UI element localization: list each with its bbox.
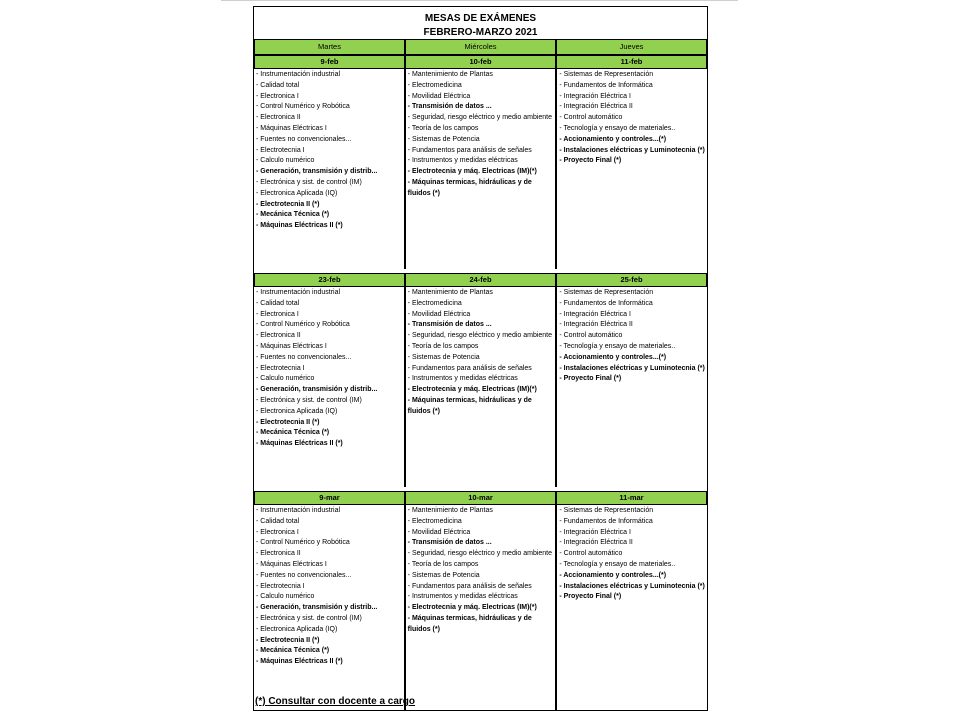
subject-item: - Proyecto Final (*)	[559, 157, 622, 165]
subject-item: - Transmisión de datos ...	[407, 539, 492, 547]
subject-item: - Electromedicina	[407, 517, 462, 525]
subject-item: - Sistemas de Potencia	[407, 571, 480, 579]
subject-item: - Teoría de los campos	[407, 124, 479, 132]
subject-item: - Sistemas de Representación	[559, 507, 654, 514]
date-row	[254, 55, 707, 69]
subject-item: - Movilidad Eléctrica	[407, 310, 471, 318]
date-cell: 9-mar	[254, 491, 405, 505]
subject-item: - Máquinas termicas, hidráulicas y de fluidos (*)	[407, 396, 532, 415]
subject-item: - Mecánica Técnica (*)	[256, 647, 330, 655]
subject-item: - Electronica Aplicada (IQ)	[256, 407, 338, 415]
subject-item: - Fundamentos de Informática	[559, 299, 653, 307]
weekday-miercoles: Miércoles	[405, 39, 556, 55]
date-cell: 11-mar	[556, 491, 707, 505]
subject-item: - Electronica I	[256, 310, 299, 318]
subject-item: - Electrotecnia I	[256, 582, 305, 590]
top-divider	[221, 0, 738, 1]
subject-item: - Generación, transmisión y distrib...	[256, 604, 378, 612]
subject-item: - Instrumentación industrial	[256, 71, 341, 78]
subject-item: - Integración Eléctrica I	[559, 528, 631, 536]
subject-item: - Electromedicina	[407, 299, 462, 307]
footnote: (*) Consultar con docente a cargo	[255, 696, 416, 707]
subject-item: - Electronica I	[256, 92, 299, 100]
subject-item: - Fundamentos para análisis de señales	[407, 364, 532, 372]
subject-item: - Tecnología y ensayo de materiales..	[559, 342, 676, 350]
date-cell: 25-feb	[556, 273, 707, 287]
subjects-row	[254, 505, 707, 710]
weeks-container	[254, 55, 707, 710]
subject-item: - Electrotecnia II (*)	[256, 418, 320, 426]
subject-item: - Accionamiento y controles...(*)	[559, 571, 667, 579]
subject-item: - Transmisión de datos ...	[407, 103, 492, 111]
subject-item: - Electronica I	[256, 528, 299, 536]
subject-item: - Electrónica y sist. de control (IM)	[256, 178, 362, 186]
weekday-martes: Martes	[254, 39, 405, 55]
subject-item: - Proyecto Final (*)	[559, 593, 622, 601]
subject-item: - Integración Eléctrica I	[559, 310, 631, 318]
subject-item: - Máquinas Eléctricas I	[256, 342, 327, 350]
subjects-cell-miercoles	[405, 287, 557, 487]
subject-item: - Integración Eléctrica II	[559, 539, 633, 547]
subject-item: - Accionamiento y controles...(*)	[559, 135, 667, 143]
subject-item: - Sistemas de Representación	[559, 289, 654, 296]
subject-item: - Electronica II	[256, 550, 301, 558]
subject-item: - Mecánica Técnica (*)	[256, 429, 330, 437]
subject-item: - Mantenimiento de Plantas	[407, 71, 493, 78]
subject-item: - Fundamentos para análisis de señales	[407, 146, 532, 154]
subjects-row	[254, 69, 707, 269]
subject-item: - Fuentes no convencionales...	[256, 353, 352, 361]
date-cell: 11-feb	[556, 55, 707, 69]
subject-item: - Electrotecnia I	[256, 364, 305, 372]
subject-item: - Generación, transmisión y distrib...	[256, 386, 378, 394]
date-cell: 9-feb	[254, 55, 405, 69]
subject-item: - Mantenimiento de Plantas	[407, 289, 493, 296]
subject-item: - Máquinas Eléctricas I	[256, 560, 327, 568]
weekday-jueves: Jueves	[556, 39, 707, 55]
subject-item: - Instalaciones eléctricas y Luminotecnia (*)	[559, 146, 705, 154]
subject-item: - Electrónica y sist. de control (IM)	[256, 614, 362, 622]
subjects-cell-miercoles	[405, 69, 557, 269]
subject-item: - Calidad total	[256, 81, 300, 89]
subject-item: - Electrotecnia y máq. Electricas (IM)(*)	[407, 604, 537, 612]
subject-item: - Electrotecnia y máq. Electricas (IM)(*)	[407, 168, 537, 176]
subject-item: - Electronica II	[256, 332, 301, 340]
subject-item: - Control Numérico y Robótica	[256, 103, 350, 111]
subject-item: - Sistemas de Potencia	[407, 353, 480, 361]
subject-item: - Tecnología y ensayo de materiales..	[559, 560, 676, 568]
subject-item: - Máquinas termicas, hidráulicas y de fluidos (*)	[407, 614, 532, 633]
subject-item: - Control automático	[559, 332, 623, 340]
subjects-cell-martes	[254, 69, 405, 269]
subject-item: - Fuentes no convencionales...	[256, 135, 352, 143]
subject-item: - Máquinas Eléctricas II (*)	[256, 440, 343, 448]
subject-item: - Calculo numérico	[256, 375, 315, 383]
subject-item: - Sistemas de Potencia	[407, 135, 480, 143]
title-line-2: FEBRERO-MARZO 2021	[423, 27, 538, 38]
subject-item: - Seguridad, riesgo eléctrico y medio ambiente	[407, 550, 553, 558]
subject-item: - Seguridad, riesgo eléctrico y medio ambiente	[407, 114, 553, 122]
subject-item: - Fundamentos de Informática	[559, 81, 653, 89]
date-cell: 23-feb	[254, 273, 405, 287]
subject-item: - Calculo numérico	[256, 157, 315, 165]
schedule-title	[254, 7, 707, 39]
subject-item: - Control Numérico y Robótica	[256, 539, 350, 547]
subject-item: - Calculo numérico	[256, 593, 315, 601]
subject-item: - Fuentes no convencionales...	[256, 571, 352, 579]
subject-item: - Movilidad Eléctrica	[407, 528, 471, 536]
subject-item: - Electrotecnia y máq. Electricas (IM)(*)	[407, 386, 537, 394]
subject-item: - Control automático	[559, 550, 623, 558]
subject-item: - Fundamentos de Informática	[559, 517, 653, 525]
subjects-cell-jueves	[556, 505, 707, 710]
subject-item: - Calidad total	[256, 517, 300, 525]
subject-item: - Control Numérico y Robótica	[256, 321, 350, 329]
subject-item: - Sistemas de Representación	[559, 71, 654, 78]
date-cell: 24-feb	[405, 273, 556, 287]
subjects-cell-martes	[254, 505, 405, 710]
subject-item: - Instalaciones eléctricas y Luminotecnia (*)	[559, 582, 705, 590]
subject-item: - Seguridad, riesgo eléctrico y medio ambiente	[407, 332, 553, 340]
subject-item: - Instrumentación industrial	[256, 289, 341, 296]
subject-item: - Electrotecnia I	[256, 146, 305, 154]
subjects-cell-jueves	[556, 287, 707, 487]
subjects-cell-martes	[254, 287, 405, 487]
subject-item: - Calidad total	[256, 299, 300, 307]
subject-item: - Electromedicina	[407, 81, 462, 89]
date-cell: 10-feb	[405, 55, 556, 69]
subject-item: - Mantenimiento de Plantas	[407, 507, 493, 514]
subjects-row	[254, 287, 707, 487]
subject-item: - Instrumentación industrial	[256, 507, 341, 514]
subject-item: - Transmisión de datos ...	[407, 321, 492, 329]
weekday-header-row	[254, 39, 707, 55]
date-cell: 10-mar	[405, 491, 556, 505]
subject-item: - Máquinas Eléctricas I	[256, 124, 327, 132]
subject-item: - Instrumentos y medidas eléctricas	[407, 593, 518, 601]
subject-item: - Tecnología y ensayo de materiales..	[559, 124, 676, 132]
subject-item: - Movilidad Eléctrica	[407, 92, 471, 100]
subject-item: - Electrotecnia II (*)	[256, 200, 320, 208]
subject-item: - Electrónica y sist. de control (IM)	[256, 396, 362, 404]
subject-item: - Máquinas Eléctricas II (*)	[256, 222, 343, 230]
subject-item: - Control automático	[559, 114, 623, 122]
subject-item: - Generación, transmisión y distrib...	[256, 168, 378, 176]
subject-item: - Integración Eléctrica I	[559, 92, 631, 100]
subjects-cell-miercoles	[405, 505, 557, 710]
subject-item: - Electrotecnia II (*)	[256, 636, 320, 644]
subject-item: - Instrumentos y medidas eléctricas	[407, 157, 518, 165]
date-row	[254, 491, 707, 505]
subject-item: - Teoría de los campos	[407, 342, 479, 350]
subject-item: - Instrumentos y medidas eléctricas	[407, 375, 518, 383]
subject-item: - Integración Eléctrica II	[559, 321, 633, 329]
date-row	[254, 273, 707, 287]
subject-item: - Instalaciones eléctricas y Luminotecnia (*)	[559, 364, 705, 372]
subject-item: - Electronica Aplicada (IQ)	[256, 189, 338, 197]
subject-item: - Electronica II	[256, 114, 301, 122]
subject-item: - Máquinas termicas, hidráulicas y de fluidos (*)	[407, 178, 532, 197]
subjects-cell-jueves	[556, 69, 707, 269]
subject-item: - Teoría de los campos	[407, 560, 479, 568]
subject-item: - Máquinas Eléctricas II (*)	[256, 658, 343, 666]
subject-item: - Proyecto Final (*)	[559, 375, 622, 383]
subject-item: - Integración Eléctrica II	[559, 103, 633, 111]
exam-schedule-table	[253, 6, 708, 711]
subject-item: - Accionamiento y controles...(*)	[559, 353, 667, 361]
subject-item: - Mecánica Técnica (*)	[256, 211, 330, 219]
subject-item: - Electronica Aplicada (IQ)	[256, 625, 338, 633]
title-line-1: MESAS DE EXÁMENES	[424, 13, 537, 24]
subject-item: - Fundamentos para análisis de señales	[407, 582, 532, 590]
